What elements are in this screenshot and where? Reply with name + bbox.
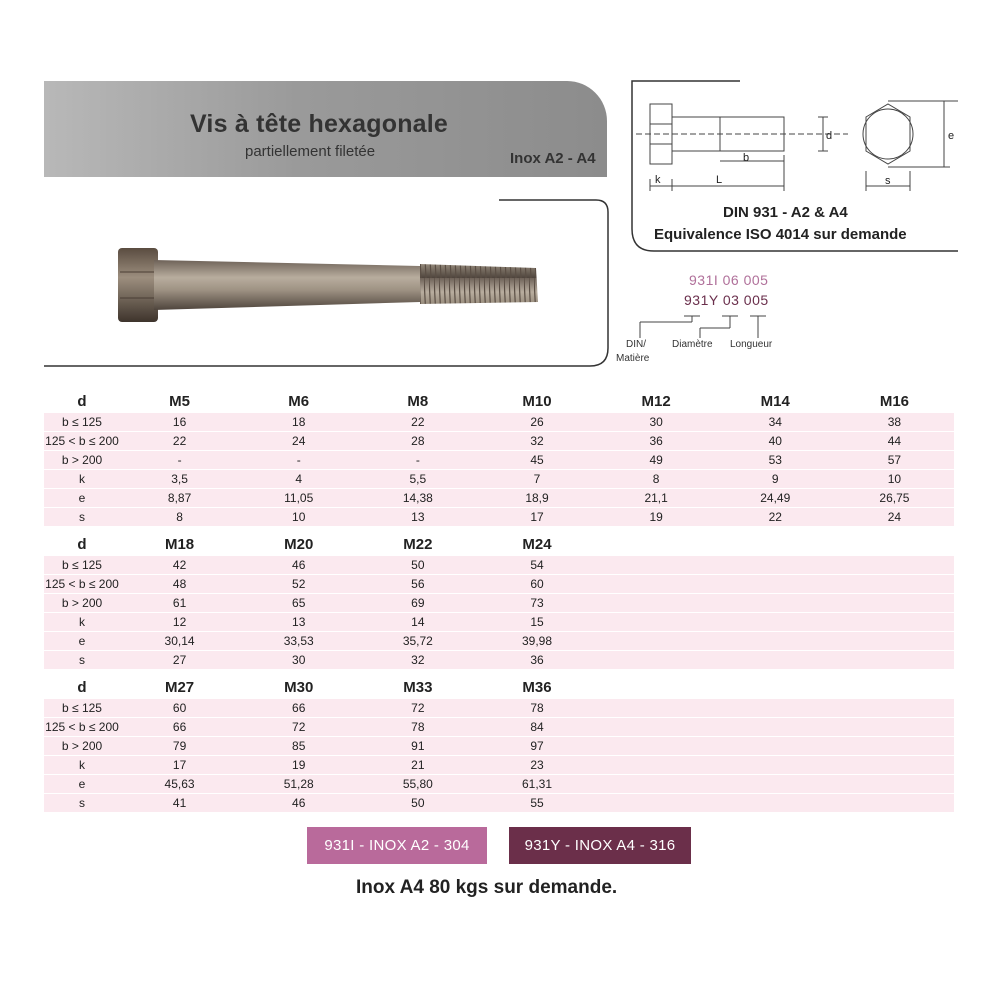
table-cell [597,594,716,613]
table-cell: 50 [358,794,477,813]
table-cell [835,651,954,670]
table-cell [597,632,716,651]
table-cell [835,699,954,718]
table-cell: 39,98 [477,632,596,651]
row-label: 125 < b ≤ 200 [44,718,120,737]
header-cell: M5 [120,392,239,413]
bolt-photo-frame [44,198,610,368]
table-cell: 30,14 [120,632,239,651]
table-cell [835,594,954,613]
reference-code-brackets [600,308,780,338]
table-cell [716,756,835,775]
table-cell: 16 [120,413,239,432]
reference-code-a2: 931I 06 005 [689,272,769,288]
table-cell: 65 [239,594,358,613]
table-cell: 79 [120,737,239,756]
table-row [44,651,954,670]
table-cell: 61 [120,594,239,613]
table-cell: 23 [477,756,596,775]
header-cell: M18 [120,535,239,556]
table-cell: 38 [835,413,954,432]
header-cell [716,535,835,556]
table-cell [716,718,835,737]
table-cell: 11,05 [239,489,358,508]
table-cell: 3,5 [120,470,239,489]
table-cell: 69 [358,594,477,613]
table-cell [597,737,716,756]
row-label: 125 < b ≤ 200 [44,432,120,451]
table-cell [716,775,835,794]
table-row [44,432,954,451]
table-cell: 26 [477,413,596,432]
dimension-table-m5-m16 [44,392,954,526]
table-cell [835,632,954,651]
table-cell: 84 [477,718,596,737]
table-row [44,451,954,470]
table-cell: 72 [358,699,477,718]
header-cell [597,535,716,556]
table-cell: 15 [477,613,596,632]
table-cell [597,699,716,718]
header-cell: M27 [120,678,239,699]
table-row [44,718,954,737]
table-cell [597,756,716,775]
header-cell: M16 [835,392,954,413]
table-cell: 14 [358,613,477,632]
standard-line-1: DIN 931 - A2 & A4 [723,204,848,221]
table-cell [597,775,716,794]
table-cell: 73 [477,594,596,613]
table-cell: 34 [716,413,835,432]
row-label: b ≤ 125 [44,556,120,575]
dimension-table-m18-m24 [44,535,954,669]
row-label: k [44,756,120,775]
table-row [44,470,954,489]
table-cell: 22 [358,413,477,432]
row-label: e [44,775,120,794]
table-cell: 55,80 [358,775,477,794]
table-cell: 97 [477,737,596,756]
header-cell: d [44,535,120,556]
table-cell: 45,63 [120,775,239,794]
table-cell: 10 [239,508,358,527]
table-cell: 27 [120,651,239,670]
table-cell [716,651,835,670]
table-row [44,413,954,432]
table-cell [716,575,835,594]
table-cell: 66 [120,718,239,737]
table-cell [835,794,954,813]
table-cell: 66 [239,699,358,718]
table-cell: 36 [597,432,716,451]
table-cell: 19 [597,508,716,527]
table-cell: 5,5 [358,470,477,489]
dim-d-label: d [826,130,833,142]
table-header-row [44,535,954,556]
table-row [44,575,954,594]
legend-din: DIN/ [626,339,646,350]
header-cell: M33 [358,678,477,699]
table-cell: 13 [358,508,477,527]
table-cell [716,794,835,813]
row-label: b > 200 [44,451,120,470]
page-subtitle: partiellement filetée [245,143,376,160]
table-cell [716,594,835,613]
table-cell: 32 [358,651,477,670]
table-cell [597,718,716,737]
row-label: 125 < b ≤ 200 [44,575,120,594]
table-cell: - [358,451,477,470]
table-cell: 17 [120,756,239,775]
header-cell [716,678,835,699]
table-cell: 24 [239,432,358,451]
table-cell: 42 [120,556,239,575]
standard-line-2: Equivalence ISO 4014 sur demande [654,226,907,243]
header-cell: M36 [477,678,596,699]
dim-e-label: e [948,130,955,142]
table-cell: 72 [239,718,358,737]
table-row [44,794,954,813]
table-cell: 55 [477,794,596,813]
table-cell: 26,75 [835,489,954,508]
table-cell [716,556,835,575]
table-cell: 91 [358,737,477,756]
table-cell: 28 [358,432,477,451]
table-row [44,632,954,651]
header-cell: d [44,392,120,413]
table-cell [716,737,835,756]
table-cell: 18,9 [477,489,596,508]
header-cell [835,535,954,556]
row-label: b ≤ 125 [44,413,120,432]
page-title: Vis à tête hexagonale [190,110,449,138]
table-cell: 4 [239,470,358,489]
table-cell: 22 [120,432,239,451]
row-label: e [44,489,120,508]
header-cell: M10 [477,392,596,413]
header-cell: M22 [358,535,477,556]
row-label: s [44,794,120,813]
table-cell: 40 [716,432,835,451]
table-cell: 30 [597,413,716,432]
table-cell [716,632,835,651]
table-cell [597,575,716,594]
legend-diametre: Diamètre [672,339,713,350]
row-label: b > 200 [44,737,120,756]
row-label: s [44,508,120,527]
table-cell: 19 [239,756,358,775]
table-cell [835,556,954,575]
table-cell: 17 [477,508,596,527]
table-cell: 36 [477,651,596,670]
badge-inox-a2: 931I - INOX A2 - 304 [307,827,487,864]
header-cell [597,678,716,699]
badge-inox-a4: 931Y - INOX A4 - 316 [509,827,691,864]
table-row [44,699,954,718]
table-cell [835,737,954,756]
table-row [44,489,954,508]
header-cell: M20 [239,535,358,556]
header-cell: M14 [716,392,835,413]
header-cell [835,678,954,699]
table-cell: 8 [597,470,716,489]
table-cell: 9 [716,470,835,489]
table-cell: 78 [358,718,477,737]
row-label: k [44,613,120,632]
table-cell: 60 [477,575,596,594]
table-cell: 78 [477,699,596,718]
table-cell [597,613,716,632]
table-cell: 21,1 [597,489,716,508]
row-label: b ≤ 125 [44,699,120,718]
table-row [44,613,954,632]
table-cell [597,794,716,813]
dim-s-label: s [885,175,891,187]
table-cell: - [120,451,239,470]
table-cell: 45 [477,451,596,470]
table-cell: 51,28 [239,775,358,794]
table-cell: 24 [835,508,954,527]
table-header-row [44,392,954,413]
table-cell [835,613,954,632]
table-cell: 57 [835,451,954,470]
table-cell: 13 [239,613,358,632]
table-cell [597,651,716,670]
table-cell [716,613,835,632]
table-cell: 54 [477,556,596,575]
legend-longueur: Longueur [730,339,773,350]
table-cell [835,756,954,775]
row-label: e [44,632,120,651]
dim-b-label: b [743,152,750,164]
row-label: k [44,470,120,489]
material-label: Inox A2 - A4 [510,150,596,167]
table-cell: 44 [835,432,954,451]
header-cell: M6 [239,392,358,413]
row-label: b > 200 [44,594,120,613]
reference-code-a4: 931Y 03 005 [684,292,769,308]
table-cell: 7 [477,470,596,489]
table-cell: 60 [120,699,239,718]
table-row [44,594,954,613]
table-cell [597,556,716,575]
table-cell: 61,31 [477,775,596,794]
table-row [44,508,954,527]
table-cell: 46 [239,556,358,575]
table-cell: 30 [239,651,358,670]
table-cell: 18 [239,413,358,432]
table-row [44,737,954,756]
table-cell: 14,38 [358,489,477,508]
legend-matiere: Matière [616,353,650,364]
bolt-image [118,248,538,322]
table-cell [835,575,954,594]
table-cell: 22 [716,508,835,527]
table-cell: 21 [358,756,477,775]
table-cell [835,775,954,794]
table-cell: 50 [358,556,477,575]
table-cell: 52 [239,575,358,594]
table-cell: 12 [120,613,239,632]
table-cell: - [239,451,358,470]
table-row [44,775,954,794]
header-cell: M12 [597,392,716,413]
table-cell: 35,72 [358,632,477,651]
row-label: s [44,651,120,670]
table-row [44,556,954,575]
table-cell: 33,53 [239,632,358,651]
table-cell [716,699,835,718]
table-cell [835,718,954,737]
footer-note: Inox A4 80 kgs sur demande. [356,877,618,898]
table-header-row [44,678,954,699]
table-cell: 56 [358,575,477,594]
table-cell: 53 [716,451,835,470]
header-cell: M30 [239,678,358,699]
table-cell: 8 [120,508,239,527]
header-cell: M24 [477,535,596,556]
header-cell: M8 [358,392,477,413]
table-cell: 32 [477,432,596,451]
table-cell: 46 [239,794,358,813]
table-cell: 8,87 [120,489,239,508]
table-cell: 10 [835,470,954,489]
dim-L-label: L [716,174,723,186]
dimension-table-m27-m36 [44,678,954,812]
dim-k-label: k [655,174,661,186]
header-cell: d [44,678,120,699]
table-row [44,756,954,775]
table-cell: 49 [597,451,716,470]
table-cell: 85 [239,737,358,756]
table-cell: 24,49 [716,489,835,508]
table-cell: 41 [120,794,239,813]
table-cell: 48 [120,575,239,594]
